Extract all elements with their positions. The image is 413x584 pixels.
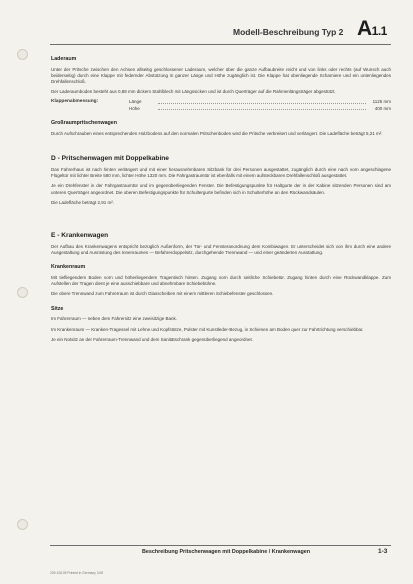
dimension-name: Länge — [129, 99, 142, 105]
heading-laderaum: Laderaum — [51, 56, 77, 62]
header-divider — [50, 44, 391, 45]
footer-title: Beschreibung Pritschenwagen mit Doppelkabine / Krankenwagen — [142, 549, 311, 555]
dimension-value: 400 mm — [374, 105, 391, 111]
section-d-paragraph-1: Das Fahrerhaus ist nach hinten verlängert und mit einer herausnehmbaren Sitzbank für drei Personen ausgestattet, zugänglich durch eine nach vorn angeschlagene Flügeltür mit lichter Breite 580 mm, lichter Höhe 1320 mm. Die Fahrgastraumtür ist ebenfalls mit einem aufsteckbaren Drehfallenschloß ausgestattet. — [51, 167, 391, 179]
section-code — [357, 17, 387, 41]
laderaum-paragraph-2: Der Laderaumboden besteht aus 0,88 mm dickem Stahlblech mit Längssicken und ist durch Querträger auf die Rahmenlängsträger abgestützt. — [51, 89, 336, 95]
punch-hole-middle — [17, 287, 28, 298]
punch-hole-top — [17, 49, 28, 60]
dimension-value: 1125 mm — [372, 99, 391, 105]
heading-krankenraum: Krankenraum — [51, 264, 86, 271]
section-d-paragraph-2: Je ein Drehfenster in der Fahrgastraumtür und im gegenüberliegenden Fenster. Die Befestigungspunkte für Haltgurte der in der Kabine sitzenden Personen sind am unteren Querträger angeordnet. Die oberen Befestigungspunkte für Schultergurte befinden sich in Schulterhöhe an den Rückwandsäulen. — [51, 183, 391, 195]
page-number: 1-3 — [378, 548, 388, 555]
punch-hole-bottom — [17, 519, 28, 530]
heading-grossraum: Großraumpritschenwagen — [51, 120, 117, 127]
krankenraum-paragraph-1: Mit tiefliegendem Boden vorn und höherliegendem Tragentisch hinten. Zugang vorn durch seitliche Schiebetür. Zugang hinten durch eine Rückwandklappe. Zum Aufstellen der Tragen dient je eine ausschiebbare und abnehmbare Schiebebühne. — [51, 275, 391, 287]
flap-dimensions — [51, 99, 391, 112]
section-e-paragraph: Der Aufbau des Krankenwagens entspricht bezüglich Außenform, der Tür- und Fensteranordnung dem Kombiwagen. Er unterscheidet sich von ihm durch eine andere Ausgestaltung und Ausrüstung des Innenraumes — Befahrerdoppelsitz, durchgehende Trennwand — und einer geänderten Ausstattung. — [51, 244, 391, 256]
krankenraum-paragraph-2: Die obere Trennwand zum Fahrerraum ist durch Glasscheiben mit einem mittleren Schiebefenster geschlossen. — [51, 291, 274, 297]
dimension-name: Höhe — [129, 105, 140, 111]
section-code-number: 1.1 — [371, 24, 387, 38]
sitze-paragraph-2: Im Krankenraum — Kranken-Tragessel mit Lehne und Kopfstütze, Polster mit Kunstleder-Bezug, in Schienen am Boden quer zur Fahrtrichtung verschiebbar. — [51, 326, 364, 332]
grossraum-paragraph: Durch Aufschrauben eines entsprechenden Holzbodens auf den normalen Pritschenboden wird die Pritsche verbreitert und verlängert. Die Ladefläche beträgt 5,21 m². — [51, 130, 383, 136]
leader-dots — [158, 99, 366, 103]
section-d-paragraph-3: Die Ladefläche beträgt 2,91 m². — [51, 199, 115, 205]
laderaum-paragraph-1: Unter der Pritsche zwischen den Achsen allseitig geschlossener Laderaum, welcher über die ganze Aufbaubreite reicht und von links oder rechts (auf Wunsch auch beiderseitig) durch eine Klappe mit federnder Abstützung in ganzer Länge und Höhe zugänglich ist. Die Klappe hat obenliegende Scharniere und ein untenliegendes Drehfallenschloß. — [51, 66, 391, 85]
page-content — [51, 56, 391, 347]
sitze-paragraph-3: Je ein Notsitz an der Fahrerraum-Trennwand und dem Sanitätschrank gegenüberliegend angeordnet. — [51, 336, 253, 342]
flap-dimensions-label: Klappenabmessung: — [51, 99, 99, 105]
print-note: 209.108.09 Printed in Germany 3.69 — [50, 571, 104, 575]
heading-section-e: E - Krankenwagen — [51, 232, 109, 240]
heading-sitze: Sitze — [51, 305, 64, 312]
sitze-paragraph-1: Im Fahrerraum — neben dem Fahrersitz eine zweisitzige Bank. — [51, 316, 178, 322]
section-code-letter: A — [357, 17, 372, 40]
page-title: Modell-Beschreibung Typ 2 — [233, 27, 344, 37]
dimension-row-height — [129, 106, 391, 112]
footer-divider — [50, 545, 391, 546]
heading-section-d: D - Pritschenwagen mit Doppelkabine — [51, 155, 169, 163]
leader-dots — [158, 106, 366, 110]
